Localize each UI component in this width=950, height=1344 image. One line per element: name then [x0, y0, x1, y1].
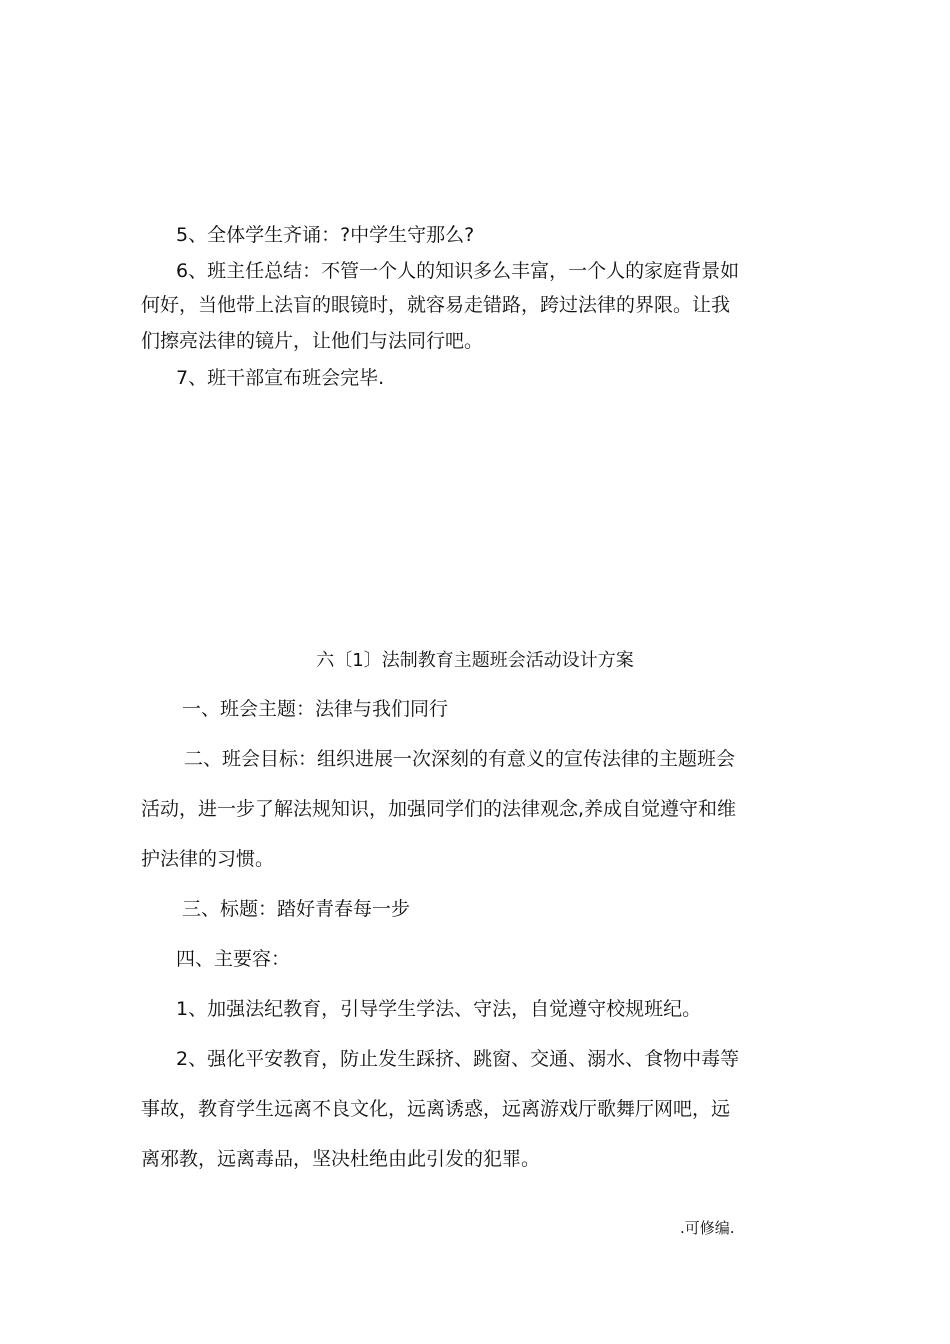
plan-theme: 一、班会主题：法律与我们同行 [182, 698, 449, 720]
plan-goal-line-1: 二、班会目标：组织进展一次深刻的有意义的宣传法律的主题班会 [184, 748, 736, 770]
closing-item-6-line-1: 6、班主任总结：不管一个人的知识多么丰富，一个人的家庭背景如 [176, 260, 740, 282]
plan-content-1: 1、加强法纪教育，引导学生学法、守法，自觉遵守校规班纪。 [176, 998, 702, 1020]
closing-item-7: 7、班干部宣布班会完毕. [176, 367, 385, 389]
plan-content-heading: 四、主要容： [176, 948, 291, 970]
plan-content-2-line-1: 2、强化平安教育，防止发生踩挤、跳窗、交通、溺水、食物中毒等 [176, 1048, 740, 1070]
closing-item-6-line-2: 何好，当他带上法盲的眼镜时，就容易走错路，跨过法律的界限。让我 [141, 294, 731, 316]
plan-goal-line-2: 活动，进一步了解法规知识，加强同学们的法律观念,养成自觉遵守和维 [141, 798, 737, 820]
plan-content-2-line-3: 离邪教，远离毒品，坚决杜绝由此引发的犯罪。 [141, 1148, 541, 1170]
plan-content-2-line-2: 事故，教育学生远离不良文化，远离诱惑，远离游戏厅歌舞厅网吧，远 [141, 1098, 731, 1120]
closing-item-6-line-3: 们擦亮法律的镜片，让他们与法同行吧。 [141, 330, 484, 352]
page-footer-note: .可修编. [680, 1219, 735, 1237]
plan-heading: 三、标题：踏好青春每一步 [182, 898, 411, 920]
plan-goal-line-3: 护法律的习惯。 [141, 848, 275, 870]
closing-item-5: 5、全体学生齐诵：?中学生守那么? [176, 224, 475, 246]
plan-title: 六〔1〕法制教育主题班会活动设计方案 [316, 650, 634, 671]
